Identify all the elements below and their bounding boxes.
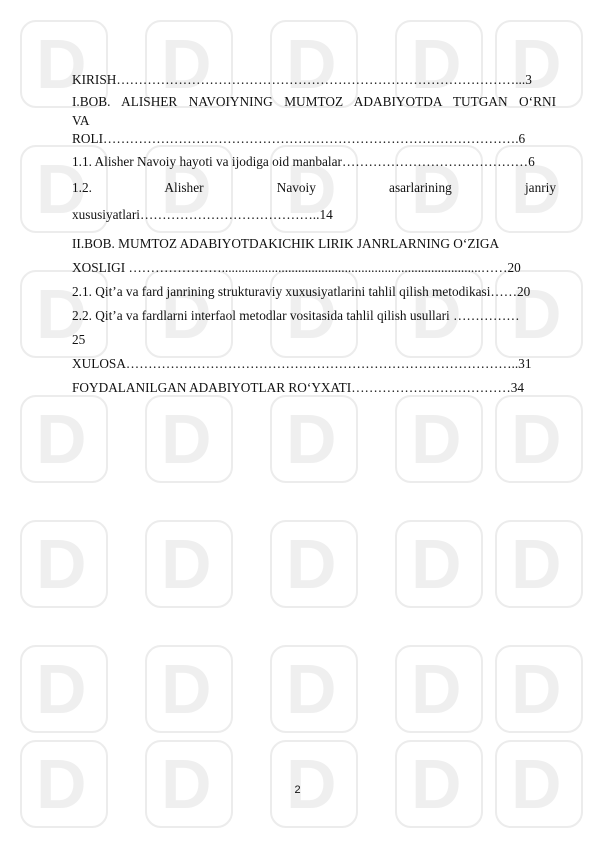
page-number: 2 [294,784,301,796]
toc-entry-1-2-cont: xususiyatlari…………………………………..14 [72,207,333,222]
watermark-logo [495,645,583,733]
watermark-logo [20,645,108,733]
toc-entry-bob1-title-cont: VA [72,113,90,128]
watermark-logo [145,645,233,733]
toc-entry-1-2: 1.2. Alisher Navoiy asarlarining janriy [72,180,556,195]
toc-entry-bob1-title: I.BOB. ALISHER NAVOIYNING MUMTOZ ADABIYOTDA TUTGAN O‘RNI [72,94,556,109]
toc-entry-adabiyotlar: FOYDALANILGAN ADABIYOTLAR RO‘YXATI………………………………34 [72,380,525,395]
toc-entry-2-2: 2.2. Qit’a va fardlarni interfaol metodlar vositasida tahlil qilish usullari …………… [72,308,520,323]
toc-entry-xulosa: XULOSA……………………………………………………………………………..31 [72,356,532,371]
watermark-logo [270,645,358,733]
toc-entry-bob1-roli: ROLI………………………………………………………………………………….6 [72,131,526,146]
watermark-logo [270,520,358,608]
watermark-logo [495,395,583,483]
watermark-logo [495,520,583,608]
toc-entry-kirish: KIRISH………………………………………………………………………………...3 [72,72,532,87]
watermark-logo [145,395,233,483]
toc-entry-2-1: 2.1. Qit’a va fard janrining strukturaviy xuxusiyatlarini tahlil qilish metodikasi……20 [72,284,531,299]
table-of-contents [72,69,556,400]
toc-entry-bob2-title: II.BOB. MUMTOZ ADABIYOTDAKICHIK LIRIK JANRLARNING O‘ZIGA [72,236,500,251]
toc-entry-1-1: 1.1. Alisher Navoiy hayoti va ijodiga oid manbalar……………………………………6 [72,154,535,169]
watermark-logo [270,395,358,483]
watermark-logo [395,395,483,483]
watermark-logo [395,645,483,733]
watermark-logo [20,520,108,608]
toc-entry-bob2-title-cont: XOSLIGI …………………..............................................................................……20 [72,260,521,275]
watermark-logo [20,395,108,483]
toc-entry-2-2-cont: 25 [72,332,86,347]
watermark-logo [145,520,233,608]
watermark-logo [395,520,483,608]
